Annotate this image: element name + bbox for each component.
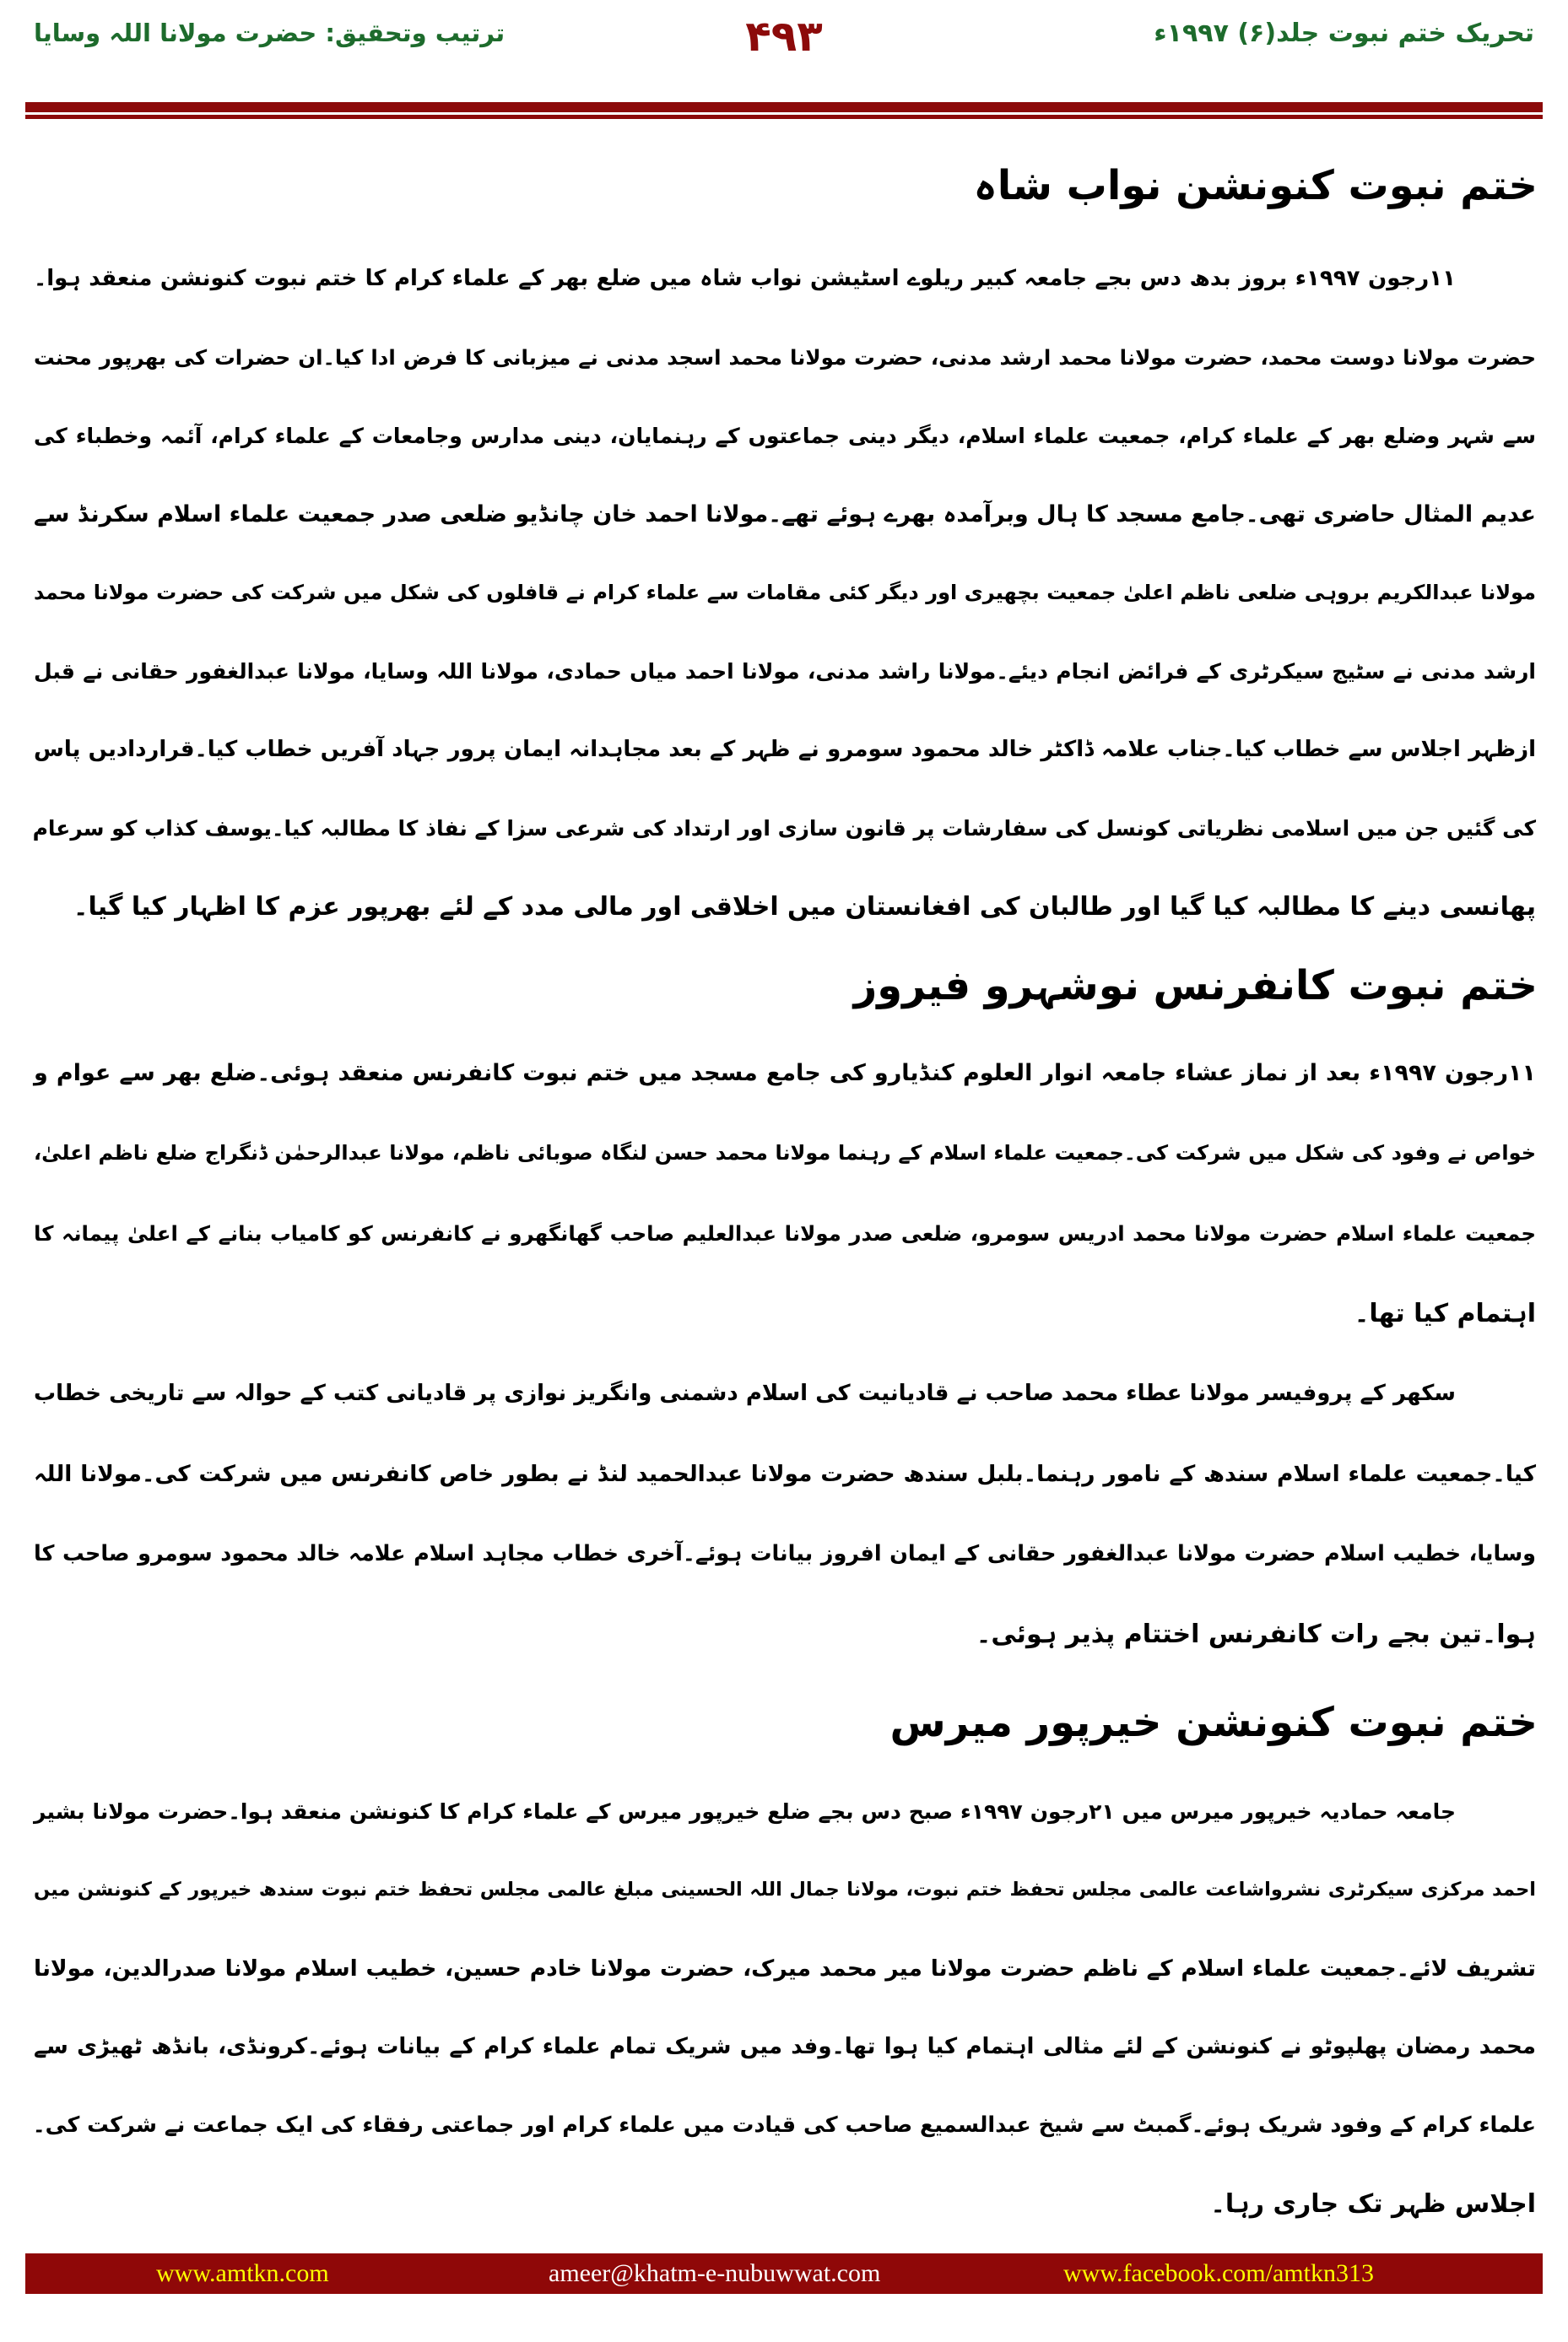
header-divider-thin: [25, 115, 1543, 119]
text-line: علماء کرام کے وفود شریک ہوئے۔گمبٹ سے شیخ عبدالسمیع صاحب کی قیادت میں علماء کرام اور جماعتی رفقاء کی ایک جماعت نے شرکت کی۔: [32, 2112, 1536, 2138]
text-line: کی گئیں جن میں اسلامی نظریاتی کونسل کی سفارشات پر قانون سازی اور ارتداد کی شرعی سزا کے نفاذ کا مطالبہ کیا۔یوسف کذاب کو سرعام: [32, 816, 1536, 841]
text-line: سے شہر وضلع بھر کے علماء کرام، جمعیت علماء اسلام، دیگر دینی جماعتوں کے رہنمایان، دینی مدارس وجامعات کے علماء کرام، آئمہ وخطباء کی: [34, 424, 1536, 448]
compiler-credit: ترتیب وتحقیق: حضرت مولانا اللہ وسایا: [34, 19, 506, 47]
section-heading: ختم نبوت کنونشن خیرپور میرس: [889, 1699, 1538, 1746]
header-divider-thick: [25, 102, 1543, 112]
page-footer: [25, 2253, 1543, 2294]
email-link[interactable]: ameer@khatm-e-nubuwwat.com: [549, 2259, 881, 2287]
book-title: تحریک ختم نبوت جلد(۶) ۱۹۹۷ء: [1154, 19, 1534, 48]
text-line: تشریف لائے۔جمعیت علماء اسلام کے ناظم حضرت مولانا میر محمد میرک، حضرت مولانا خادم حسین، خطیب اسلام مولانا صدرالدین، مولانا: [34, 1955, 1536, 1982]
website-link[interactable]: www.amtkn.com: [156, 2259, 329, 2287]
text-line: مولانا عبدالکریم بروہی ضلعی ناظم اعلیٰ جمعیت بچھیری اور دیگر کئی مقامات سے علماء کرام نے قافلوں کی شکل میں شرکت کی حضرت مولانا محمد: [34, 581, 1536, 604]
text-line: عدیم المثال حاضری تھی۔جامع مسجد کا ہال وبرآمدہ بھرے ہوئے تھے۔مولانا احمد خان چانڈیو ضلعی صدر جمعیت علماء اسلام سکرنڈ سے: [34, 501, 1536, 527]
text-line: جمعیت علماء اسلام حضرت مولانا محمد ادریس سومرو، ضلعی صدر مولانا عبدالعلیم صاحب گھانگھرو نے کانفرنس کو کامیاب بنانے کے اعلیٰ پیمانہ کا: [34, 1221, 1536, 1246]
paragraph: [34, 1772, 1536, 2243]
text-line: ۱۱رجون ۱۹۹۷ء بروز بدھ دس بجے جامعہ کبیر ریلوے اسٹیشن نواب شاہ میں ضلع بھر کے علماء کرام کا ختم نبوت کنونشن منعقد ہوا۔: [34, 266, 1456, 291]
text-line: خواص نے وفود کی شکل میں شرکت کی۔جمعیت علماء اسلام کے رہنما مولانا محمد حسن لنگاہ صوبائی ناظم، مولانا عبدالرحمٰن ڈنگراج ضلع ناظم اعلیٰ،: [34, 1141, 1536, 1165]
text-line: وسایا، خطیب اسلام حضرت مولانا عبدالغفور حقانی کے ایمان افروز بیانات ہوئے۔آخری خطاب مجاہد اسلام علامہ خالد محمود سومرو صاحب کا: [34, 1541, 1536, 1566]
text-line: محمد رمضان پھلپوٹو نے کنونشن کے لئے مثالی اہتمام کیا ہوا تھا۔وفد میں شریک تمام علماء کرام کے بیانات ہوئے۔کرونڈی، بانڈھ ٹھیڑی سے: [34, 2034, 1536, 2059]
paragraph: [34, 1033, 1536, 1674]
facebook-link[interactable]: www.facebook.com/amtkn313: [1063, 2259, 1374, 2287]
text-line: احمد مرکزی سیکرٹری نشرواشاعت عالمی مجلس تحفظ ختم نبوت، مولانا جمال اللہ الحسینی مبلغ عالمی مجلس تحفظ ختم نبوت سندھ خیرپور کے کنونشن میں: [34, 1879, 1536, 1901]
paragraph: [34, 240, 1536, 946]
text-line: جامعہ حمادیہ خیرپور میرس میں ۲۱رجون ۱۹۹۷ء صبح دس بجے ضلع خیرپور میرس کے علماء کرام کا کنونشن منعقد ہوا۔حضرت مولانا بشیر: [34, 1799, 1457, 1824]
text-line: کیا۔جمعیت علماء اسلام سندھ کے نامور رہنما۔بلبل سندھ حضرت مولانا عبدالحمید لنڈ نے بطور خاص کانفرنس میں شرکت کی۔مولانا اللہ: [34, 1461, 1536, 1487]
text-line: پھانسی دینے کا مطالبہ کیا گیا اور طالبان کی افغانستان میں اخلاقی اور مالی مدد کے لئے بھرپور عزم کا اظہار کیا گیا۔: [73, 892, 1536, 922]
text-line: سکھر کے پروفیسر مولانا عطاء محمد صاحب نے قادیانیت کی اسلام دشمنی وانگریز نوازی پر قادیانی کتب کے حوالہ سے تاریخی خطاب: [34, 1381, 1456, 1406]
text-line: ازظہر اجلاس سے خطاب کیا۔جناب علامہ ڈاکٹر خالد محمود سومرو نے ظہر کے بعد مجاہدانہ ایمان پرور جہاد آفریں خطاب کیا۔قراردادیں پاس: [34, 737, 1536, 762]
text-line: ارشد مدنی نے سٹیج سیکرٹری کے فرائض انجام دیئے۔مولانا راشد مدنی، مولانا احمد میاں حمادی، مولانا اللہ وسایا، مولانا عبدالغفور حقانی نے قبل: [34, 659, 1536, 684]
page-number: ۴۹۳: [745, 12, 823, 61]
section-heading: ختم نبوت کانفرنس نوشہرو فیروز: [853, 962, 1538, 1009]
text-line: حضرت مولانا دوست محمد، حضرت مولانا محمد ارشد مدنی، حضرت مولانا محمد اسجد مدنی نے میزبانی کا فرض ادا کیا۔ان حضرات کی بھرپور محنت: [34, 345, 1536, 370]
text-line: اہتمام کیا تھا۔: [1354, 1299, 1536, 1328]
text-line: ۱۱رجون ۱۹۹۷ء بعد از نماز عشاء جامعہ انوار العلوم کنڈیارو کی جامع مسجد میں ختم نبوت کانفرنس منعقد ہوئی۔ضلع بھر سے عوام و: [34, 1060, 1537, 1086]
text-line: ہوا۔تین بجے رات کانفرنس اختتام پذیر ہوئی۔: [976, 1620, 1536, 1649]
section-heading: ختم نبوت کنونشن نواب شاہ: [973, 162, 1538, 209]
text-line: اجلاس ظہر تک جاری رہا۔: [1210, 2189, 1536, 2219]
